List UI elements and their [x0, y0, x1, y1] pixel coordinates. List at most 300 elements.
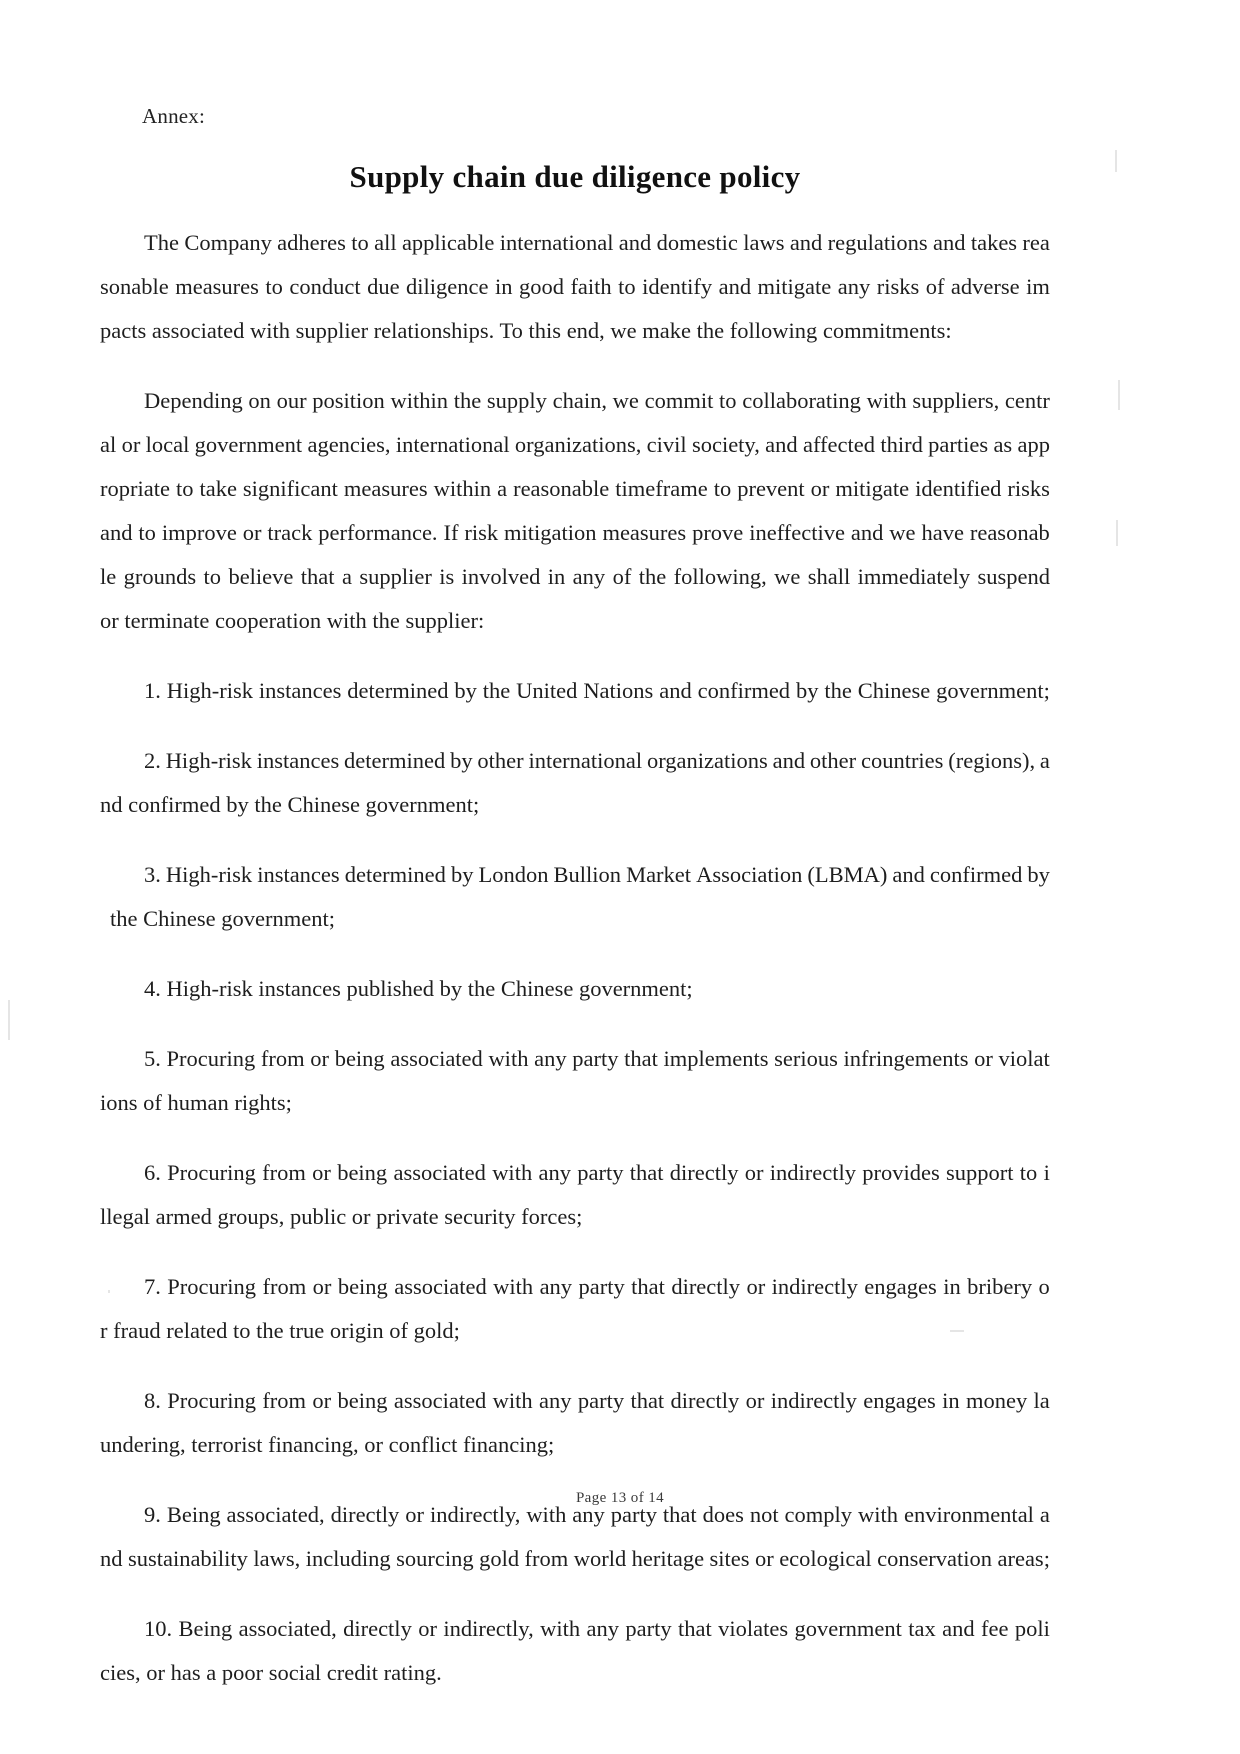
text-word: a	[341, 564, 352, 589]
text-word: to	[1019, 1160, 1038, 1185]
list-item-line	[100, 1651, 1050, 1695]
text-word: to	[351, 230, 369, 255]
text-word: following,	[673, 564, 767, 589]
policy-list	[100, 669, 1050, 1695]
text-word: agencies,	[307, 432, 391, 457]
text-word: performance.	[318, 520, 438, 545]
text-word: or	[312, 1160, 331, 1185]
list-item-line	[100, 1607, 1050, 1651]
text-word: and	[942, 1616, 975, 1641]
text-run: or terminate cooperation with the supplier:	[100, 608, 485, 633]
paragraph-line	[100, 511, 1050, 555]
text-word: determined	[344, 862, 446, 887]
text-word: any	[538, 1160, 571, 1185]
text-word: does	[702, 1502, 744, 1527]
text-word: measures	[343, 476, 428, 501]
text-word: risks	[876, 274, 920, 299]
text-word: app	[1017, 432, 1050, 457]
text-word: with	[492, 1160, 533, 1185]
text-word: or	[312, 1388, 332, 1413]
text-word: High-risk	[166, 678, 254, 703]
text-word: support	[946, 1160, 1014, 1185]
text-word: by	[454, 678, 477, 703]
text-word: the	[453, 388, 482, 413]
text-word: within	[390, 388, 449, 413]
text-word: to	[265, 274, 283, 299]
text-word: reasonable	[513, 476, 610, 501]
text-word: regulations	[827, 230, 928, 255]
text-word: within	[433, 476, 492, 501]
text-run: pacts associated with supplier relationships. To this end, we make the following commitments:	[100, 318, 952, 343]
paragraph-line	[100, 467, 1050, 511]
text-word: and	[618, 230, 652, 255]
text-word: suspend	[977, 564, 1050, 589]
text-word: 9.	[144, 1502, 161, 1527]
text-word: areas;	[997, 1546, 1050, 1571]
list-item	[100, 739, 1050, 827]
text-word: violates	[718, 1616, 789, 1641]
text-word: collaborating	[742, 388, 861, 413]
text-word: in	[942, 1388, 960, 1413]
text-word: affected	[802, 432, 876, 457]
text-word: or	[310, 1046, 330, 1071]
list-item	[100, 853, 1050, 941]
text-word: suppliers,	[912, 388, 1000, 413]
text-word: any	[534, 1046, 567, 1071]
text-word: instances	[257, 862, 340, 887]
text-word: associated	[394, 1274, 487, 1299]
page-title: Supply chain due diligence policy	[349, 159, 801, 194]
text-word: and	[892, 862, 925, 887]
text-word: confirmed	[929, 862, 1023, 887]
paragraph-line	[100, 555, 1050, 599]
text-word: and	[789, 230, 823, 255]
text-word: government;	[936, 678, 1050, 703]
annex-label: Annex:	[142, 104, 206, 128]
text-word: money	[965, 1388, 1028, 1413]
text-word: associated	[393, 1160, 486, 1185]
text-word: directly	[670, 1388, 740, 1413]
text-word: rea	[1022, 230, 1050, 255]
text-word: London	[478, 862, 549, 887]
text-word: im	[1026, 274, 1050, 299]
text-word: measures	[175, 274, 259, 299]
list-item-line	[100, 897, 1050, 941]
text-word: 7.	[144, 1274, 161, 1299]
text-word: risk	[464, 520, 499, 545]
text-word: identified	[915, 476, 1002, 501]
text-word: party	[625, 1616, 672, 1641]
text-word: Procuring	[167, 1160, 256, 1185]
scan-speckle	[1116, 520, 1118, 546]
text-word: tax	[908, 1616, 936, 1641]
text-word: instances	[258, 678, 342, 703]
scan-speckle	[1118, 380, 1120, 410]
text-word: diligence	[406, 274, 489, 299]
paragraph-line	[100, 423, 1050, 467]
text-word: a	[1039, 748, 1050, 773]
text-word: measures	[602, 520, 687, 545]
text-word: any	[586, 1616, 619, 1641]
text-word: directly	[671, 1274, 741, 1299]
text-word: and	[659, 678, 692, 703]
text-word: Association	[696, 862, 803, 887]
text-word: Procuring	[167, 1388, 256, 1413]
text-word: by	[795, 678, 819, 703]
text-run: ions of human rights;	[100, 1090, 292, 1115]
list-item-line	[100, 853, 1050, 897]
text-word: directly	[343, 1616, 412, 1641]
text-word: or	[755, 1546, 774, 1571]
text-word: sustainability	[127, 1546, 248, 1571]
scan-speckle	[1115, 150, 1117, 172]
list-item	[100, 1265, 1050, 1353]
text-word: world	[573, 1546, 627, 1571]
text-word: any	[837, 274, 871, 299]
text-word: international	[499, 230, 614, 255]
list-item-line	[100, 783, 1050, 827]
text-word: commit	[644, 388, 714, 413]
text-word: la	[1033, 1388, 1050, 1413]
text-run: nd confirmed by the Chinese government;	[100, 792, 480, 817]
text-word: with	[493, 1274, 534, 1299]
text-word: indirectly	[771, 1274, 858, 1299]
text-word: Chinese	[857, 678, 931, 703]
text-word: improve	[161, 520, 237, 545]
paragraph-commitments	[100, 379, 1050, 643]
text-word: and	[932, 230, 966, 255]
text-word: sonable	[100, 274, 169, 299]
text-word: Being	[178, 1616, 233, 1641]
text-word: any	[539, 1388, 572, 1413]
text-word: party	[577, 1160, 624, 1185]
list-item	[100, 967, 1050, 1011]
list-item	[100, 1151, 1050, 1239]
text-word: government	[794, 1616, 902, 1641]
text-word: (LBMA)	[807, 862, 888, 887]
text-word: 2.	[144, 748, 161, 773]
text-word: involved	[461, 564, 541, 589]
list-item-line	[100, 739, 1050, 783]
text-word: government	[194, 432, 303, 457]
text-word: 8.	[144, 1388, 161, 1413]
text-word: fee	[981, 1616, 1009, 1641]
text-word: parties	[928, 432, 989, 457]
text-word: Procuring	[166, 1046, 256, 1071]
text-word: poli	[1014, 1616, 1050, 1641]
text-word: centr	[1004, 388, 1050, 413]
text-word: mitigation	[504, 520, 597, 545]
text-word: timeframe	[615, 476, 708, 501]
text-word: or	[974, 1046, 993, 1071]
text-word: to	[138, 520, 156, 545]
text-run: undering, terrorist financing, or conflict financing;	[100, 1432, 555, 1457]
list-item	[100, 1379, 1050, 1467]
list-item-line	[100, 1379, 1050, 1423]
text-word: 3.	[144, 862, 161, 887]
text-word: party	[577, 1388, 625, 1413]
text-word: reasonab	[969, 520, 1050, 545]
text-word: laws,	[253, 1546, 301, 1571]
text-word: conservation	[877, 1546, 993, 1571]
text-word: to	[175, 476, 194, 501]
text-word: to	[719, 388, 737, 413]
text-word: countries	[860, 748, 944, 773]
text-word: United	[516, 678, 578, 703]
list-item	[100, 1037, 1050, 1125]
text-word: and	[772, 748, 806, 773]
text-word: faith	[570, 274, 612, 299]
text-run: the Chinese government;	[110, 906, 335, 931]
list-item-line	[100, 1037, 1050, 1081]
text-word: engages	[864, 1274, 937, 1299]
text-word: al	[100, 432, 117, 457]
text-word: sourcing	[396, 1546, 474, 1571]
text-word: Company	[184, 230, 272, 255]
text-word: including	[305, 1546, 391, 1571]
text-run: r fraud related to the true origin of gold;	[100, 1318, 460, 1343]
text-word: o	[1038, 1274, 1050, 1299]
text-word: to	[203, 564, 222, 589]
text-word: grounds	[123, 564, 197, 589]
text-word: international	[395, 432, 510, 457]
text-word: believe	[228, 564, 294, 589]
list-item-line	[100, 1195, 1050, 1239]
text-word: by	[450, 748, 473, 773]
text-word: from	[260, 1046, 305, 1071]
text-word: take	[199, 476, 237, 501]
text-word: the	[824, 678, 852, 703]
text-word: good	[518, 274, 564, 299]
text-word: with	[488, 1046, 529, 1071]
text-word: a	[497, 476, 508, 501]
text-word: instances	[256, 748, 340, 773]
paragraph-intro	[100, 221, 1050, 353]
text-word: international	[528, 748, 643, 773]
text-word: prove	[692, 520, 744, 545]
list-item	[100, 669, 1050, 713]
text-word: ecological	[779, 1546, 872, 1571]
text-word: associated,	[238, 1616, 337, 1641]
text-word: that	[630, 1388, 665, 1413]
text-word: le	[100, 564, 117, 589]
text-word: 10.	[144, 1616, 173, 1641]
text-word: and	[718, 274, 752, 299]
text-word: High-risk	[165, 748, 252, 773]
text-word: of	[612, 564, 632, 589]
text-word: or	[405, 1502, 425, 1527]
text-word: any	[572, 1502, 605, 1527]
text-word: to	[713, 476, 732, 501]
text-word: or	[744, 1160, 764, 1185]
text-word: local	[145, 432, 190, 457]
text-word: in	[943, 1274, 961, 1299]
text-word: conduct	[289, 274, 361, 299]
list-item-line	[100, 967, 1050, 1011]
text-word: have	[921, 520, 964, 545]
text-run: cies, or has a poor social credit rating.	[100, 1660, 442, 1685]
text-word: associated	[393, 1388, 487, 1413]
text-word: associated	[390, 1046, 483, 1071]
text-word: society,	[691, 432, 760, 457]
text-word: being	[337, 1160, 388, 1185]
text-word: directly	[669, 1160, 739, 1185]
paragraph-line	[100, 309, 1050, 353]
paragraph-line	[100, 379, 1050, 423]
text-word: Procuring	[167, 1274, 257, 1299]
text-word: adheres	[277, 230, 346, 255]
text-word: ineffective	[749, 520, 845, 545]
text-word: that	[300, 564, 335, 589]
text-word: supplier	[359, 564, 432, 589]
text-word: we	[774, 564, 801, 589]
text-word: party	[578, 1274, 625, 1299]
text-word: third	[880, 432, 923, 457]
text-word: chain,	[552, 388, 607, 413]
text-word: 5.	[144, 1046, 161, 1071]
text-word: with	[526, 1502, 567, 1527]
text-word: Depending	[144, 388, 243, 413]
text-word: track	[267, 520, 313, 545]
text-word: laws	[743, 230, 785, 255]
text-word: Bullion	[553, 862, 622, 887]
text-word: shall	[807, 564, 851, 589]
text-word: directly	[330, 1502, 400, 1527]
text-word: not	[749, 1502, 779, 1527]
text-word: with	[540, 1616, 581, 1641]
text-word: applicable	[401, 230, 495, 255]
text-word: and	[100, 520, 133, 545]
text-word: sites	[709, 1546, 750, 1571]
page-footer: Page 13 of 14	[575, 1490, 665, 1506]
text-word: indirectly	[769, 1160, 856, 1185]
text-run: 4. High-risk instances published by the Chinese government;	[144, 976, 693, 1001]
text-word: from	[262, 1160, 306, 1185]
text-word: gold	[479, 1546, 520, 1571]
text-word: indirectly,	[429, 1502, 521, 1527]
text-word: and	[850, 520, 884, 545]
text-word: domestic	[656, 230, 738, 255]
text-word: a	[1039, 1502, 1050, 1527]
text-word: bribery	[967, 1274, 1033, 1299]
text-word: any	[572, 564, 606, 589]
text-word: 6.	[144, 1160, 161, 1185]
text-word: position	[312, 388, 385, 413]
list-item-line	[100, 1151, 1050, 1195]
text-word: that	[624, 1046, 658, 1071]
text-word: being	[337, 1274, 388, 1299]
text-word: from	[524, 1546, 569, 1571]
text-word: (regions),	[948, 748, 1036, 773]
text-word: that	[629, 1160, 664, 1185]
text-word: the	[638, 564, 667, 589]
list-item-line	[100, 1423, 1050, 1467]
list-item-line	[100, 669, 1050, 713]
list-item-line	[100, 1081, 1050, 1125]
text-word: we	[612, 388, 639, 413]
text-word: being	[334, 1046, 385, 1071]
text-word: serious	[774, 1046, 838, 1071]
text-word: any	[539, 1274, 573, 1299]
text-word: or	[745, 1388, 765, 1413]
text-word: identify	[642, 274, 713, 299]
text-word: ropriate	[100, 476, 170, 501]
text-word: other	[809, 748, 857, 773]
text-word: risks	[1007, 476, 1050, 501]
text-word: or	[418, 1616, 437, 1641]
text-word: nd	[100, 1546, 123, 1571]
text-word: with	[858, 1502, 899, 1527]
policy-paragraphs	[100, 221, 1050, 643]
text-word: infringements	[843, 1046, 969, 1071]
text-word: organizations,	[514, 432, 642, 457]
text-word: environmental	[903, 1502, 1034, 1527]
paragraph-line	[100, 265, 1050, 309]
paragraph-line	[100, 221, 1050, 265]
text-word: Being	[166, 1502, 221, 1527]
text-word: mitigate	[835, 476, 910, 501]
text-word: being	[337, 1388, 388, 1413]
text-word: of	[925, 274, 945, 299]
text-run: llegal armed groups, public or private security forces;	[100, 1204, 583, 1229]
text-word: confirmed	[697, 678, 791, 703]
text-word: organizations	[646, 748, 768, 773]
text-word: and	[765, 432, 798, 457]
text-word: engages	[863, 1388, 936, 1413]
text-word: Nations	[583, 678, 654, 703]
text-word: with	[492, 1388, 533, 1413]
text-word: significant	[242, 476, 338, 501]
text-word: violat	[998, 1046, 1050, 1071]
text-word: High-risk	[165, 862, 253, 887]
text-word: or	[312, 1274, 332, 1299]
text-word: other	[477, 748, 524, 773]
text-word: associated,	[226, 1502, 325, 1527]
text-word: provides	[862, 1160, 940, 1185]
text-word: party	[610, 1502, 657, 1527]
text-word: on	[248, 388, 271, 413]
text-word: from	[262, 1274, 307, 1299]
document-body	[100, 104, 1050, 1695]
text-word: indirectly,	[443, 1616, 534, 1641]
text-word: that	[631, 1274, 665, 1299]
text-word: 1.	[144, 678, 161, 703]
text-word: that	[677, 1616, 712, 1641]
text-word: or	[121, 432, 141, 457]
text-word: supply	[486, 388, 547, 413]
text-word: or	[810, 476, 830, 501]
text-word: determined	[344, 748, 446, 773]
text-word: in	[494, 274, 513, 299]
text-word: implements	[663, 1046, 769, 1071]
text-word: adverse	[950, 274, 1020, 299]
text-word: by	[450, 862, 474, 887]
text-word: If	[443, 520, 459, 545]
text-word: The	[144, 230, 179, 255]
text-word: due	[367, 274, 400, 299]
text-word: that	[662, 1502, 697, 1527]
text-word: by	[1027, 862, 1050, 887]
text-word: i	[1043, 1160, 1050, 1185]
text-word: in	[547, 564, 566, 589]
text-word: takes	[970, 230, 1018, 255]
text-word: the	[482, 678, 511, 703]
text-word: determined	[347, 678, 449, 703]
text-word: comply	[784, 1502, 853, 1527]
list-item-line	[100, 1537, 1050, 1581]
text-word: prevent	[737, 476, 805, 501]
text-word: all	[374, 230, 397, 255]
